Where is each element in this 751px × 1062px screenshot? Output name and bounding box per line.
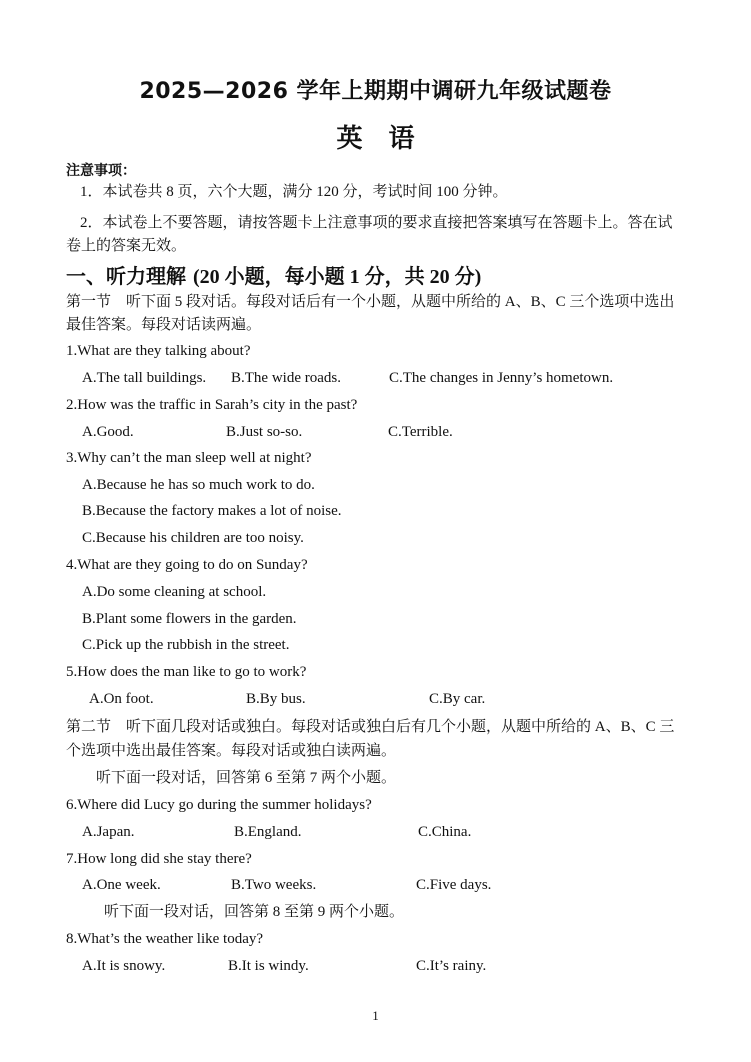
question-4: 4.What are they going to do on Sunday?	[66, 557, 308, 573]
notes-item-1: 1．本试卷共 8 页，六个大题，满分 120 分，考试时间 100 分钟。	[80, 184, 508, 200]
section-heading	[66, 260, 481, 289]
q4-option-b: B.Plant some flowers in the garden.	[82, 611, 297, 627]
q5-option-b: B.By bus.	[246, 691, 306, 707]
q4-option-a: A.Do some cleaning at school.	[82, 584, 267, 600]
q1-option-c: C.The changes in Jenny’s hometown.	[389, 370, 614, 386]
notes-heading: 注意事项：	[66, 163, 136, 179]
question-2: 2.How was the traffic in Sarah’s city in the past?	[66, 397, 358, 413]
q7-option-a: A.One week.	[82, 877, 161, 893]
question-8: 8.What’s the weather like today?	[66, 931, 264, 947]
question-3: 3.Why can’t the man sleep well at night?	[66, 450, 312, 466]
page-number: 1	[372, 1008, 379, 1023]
question-5: 5.How does the man like to go to work?	[66, 664, 307, 680]
dialog-intro-8-9: 听下面一段对话，回答第 8 至第 9 两个小题。	[104, 904, 405, 920]
section-heading-cn: 一、听力理解	[66, 264, 186, 288]
part1-instructions-line2: 最佳答案。每段对话读两遍。	[66, 317, 262, 333]
q3-option-c: C.Because his children are too noisy.	[82, 530, 304, 546]
q5-option-a: A.On foot.	[89, 691, 154, 707]
q8-option-a: A.It is snowy.	[82, 958, 166, 974]
q2-option-a: A.Good.	[82, 424, 134, 440]
q6-option-c: C.China.	[418, 824, 472, 840]
part2-instructions-line1: 第二节 听下面几段对话或独白。每段对话或独白后有几个小题，从题中所给的 A、B、C 三	[66, 719, 675, 735]
exam-title: 2025—2026 学年上期期中调研九年级试题卷	[139, 79, 612, 104]
q1-option-a: A.The tall buildings.	[82, 370, 207, 386]
section-heading-detail: (20 小题，每小题 1 分，共 20 分)	[192, 266, 482, 288]
notes-item-2-cont: 卷上的答案无效。	[66, 238, 187, 254]
question-6: 6.Where did Lucy go during the summer holidays?	[66, 797, 372, 813]
q1-option-b: B.The wide roads.	[231, 370, 341, 386]
question-1: 1.What are they talking about?	[66, 343, 251, 359]
q2-option-c: C.Terrible.	[388, 424, 453, 440]
q7-option-c: C.Five days.	[416, 877, 492, 893]
q3-option-b: B.Because the factory makes a lot of noise.	[82, 503, 342, 519]
q6-option-a: A.Japan.	[82, 824, 135, 840]
q7-option-b: B.Two weeks.	[231, 877, 317, 893]
part2-instructions-line2: 个选项中选出最佳答案。每段对话或独白读两遍。	[66, 743, 397, 759]
q8-option-b: B.It is windy.	[228, 958, 309, 974]
q3-option-a: A.Because he has so much work to do.	[82, 477, 315, 493]
dialog-intro-6-7: 听下面一段对话，回答第 6 至第 7 两个小题。	[96, 770, 397, 786]
q8-option-c: C.It’s rainy.	[416, 958, 487, 974]
part1-instructions-line1: 第一节 听下面 5 段对话。每段对话后有一个小题，从题中所给的 A、B、C 三个选项中选出	[66, 294, 675, 310]
q5-option-c: C.By car.	[429, 691, 486, 707]
question-7: 7.How long did she stay there?	[66, 851, 252, 867]
notes-item-2: 2．本试卷上不要答题，请按答题卡上注意事项的要求直接把答案填写在答题卡上。答在试	[80, 215, 673, 231]
subject-title: 英语	[336, 124, 441, 154]
q4-option-c: C.Pick up the rubbish in the street.	[82, 637, 290, 653]
q2-option-b: B.Just so-so.	[226, 424, 303, 440]
q6-option-b: B.England.	[234, 824, 302, 840]
